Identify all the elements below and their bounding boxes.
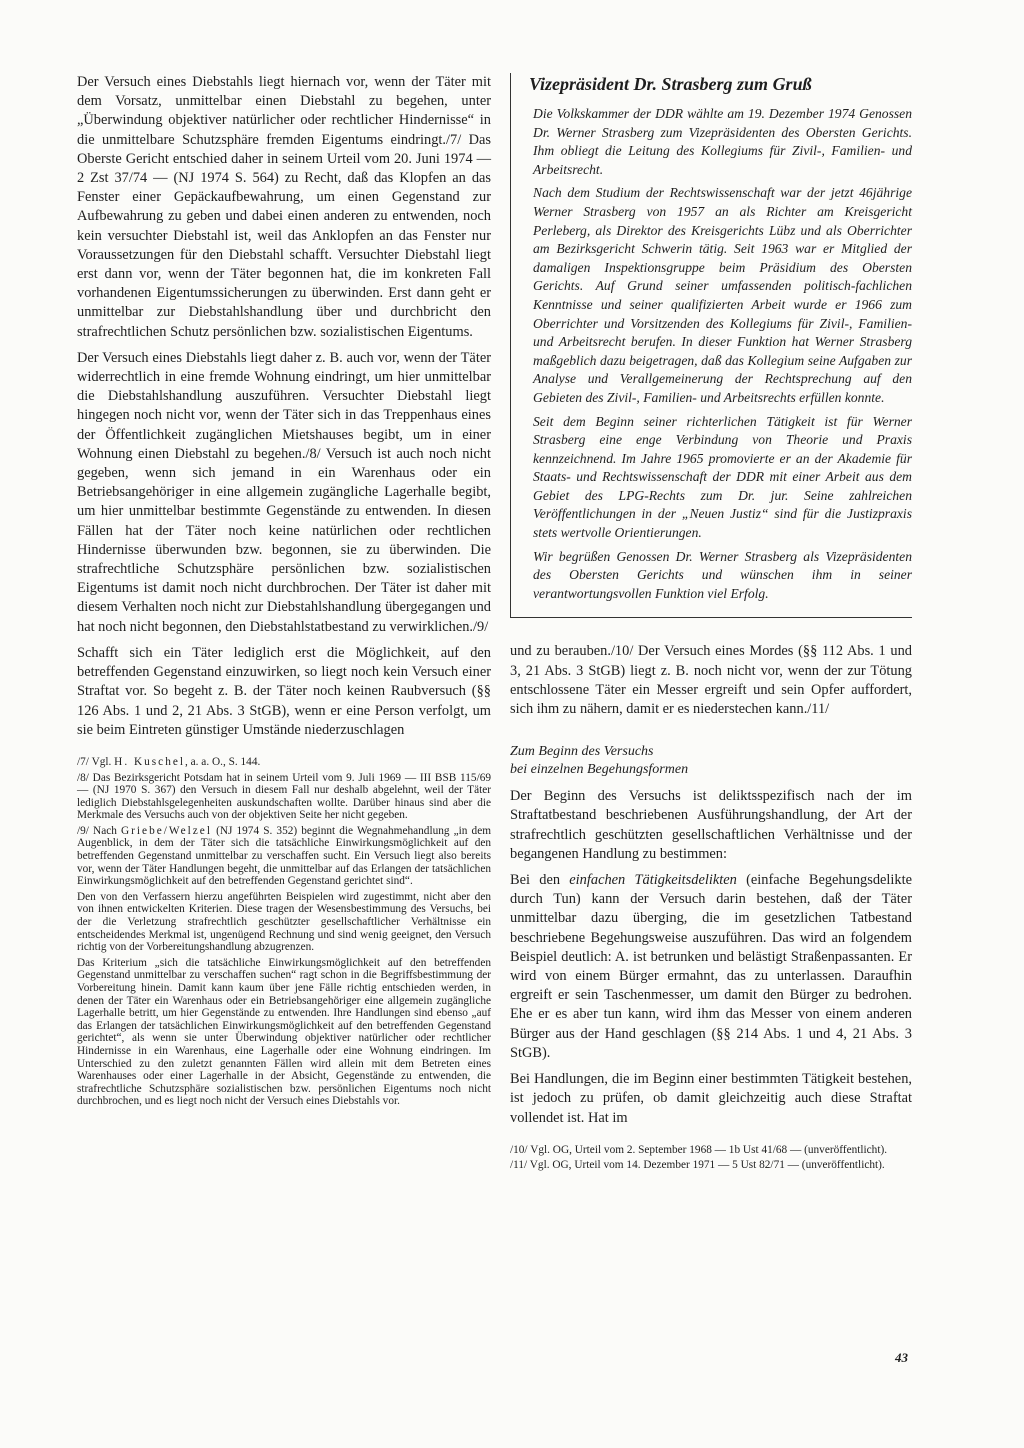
body-paragraph: Der Versuch eines Diebstahls liegt hiernach vor, wenn der Täter mit dem Vorsatz, unmittelbar einen Diebstahl zu begehen, unter „Überwindung objektiver natürlicher oder rechtlicher Hindernisse“ in die unmittelbare Schutzsphäre fremden Eigentums eindringt./7/ Das Oberste Gericht entschied daher in seinem Urteil vom 20. Juni 1974 — 2 Zst 37/74 — (NJ 1974 S. 564) zu Recht, daß das Klopfen an das Fenster einer Gepäckaufbewahrung, um einen Gegenstand zur Aufbewahrung zu geben und dabei einen anderen zu entwenden, noch kein versuchter Diebstahl ist, weil das Anklopfen an das Fenster nur Voraussetzungen für den Diebstahl schafft. Versuchter Diebstahl liegt erst dann vor, wenn der Täter begonnen hat, die im konkreten Fall vorhandenen Eigentumssicherungen zu überwinden. Erst dann geht er unmittelbar zur Diebstahlshandlung über und durchbricht den strafrechtlichen Schutz persönlichen bzw. sozialistischen Eigentums. (77, 74, 491, 340)
footnote-9-continued: Den von den Verfassern hierzu angeführten Beispielen wird zugestimmt, nicht aber den von ihnen entwickelten Kriterien. Diese tragen der Wesensbestimmung des Versuchs, bei der die Verletzung strafrechtlich geschützter gesellschaftlicher Verhältnisse ein entscheidendes Merkmal ist, ungenügend Rechnung und sind wenig geeignet, den Versuch richtig von der Vorbereitungshandlung abzugrenzen. (77, 890, 491, 954)
announcement-paragraph: Nach dem Studium der Rechtswissenschaft war der jetzt 46jährige Werner Strasberg von 1957 an als Richter am Kreisgericht Perleberg, als Direktor des Kreisgerichts Lübz und als Oberrichter am Bezirksgericht Schwerin tätig. Seit 1963 war er Mitglied der damaligen Inspektionsgruppe beim Präsidium des Obersten Gerichts. Auf Grund seiner umfassenden politisch-fachlichen Kenntnisse und seiner qualifizierten Arbeit wurde er 1966 zum Oberrichter und Vorsitzenden des Kollegiums für Zivil-, Familien- und Arbeitsrecht berufen. In dieser Funktion hat Werner Strasberg maßgeblich dazu beigetragen, daß das Kollegium seine Aufgaben zur Analyse und Verallgemeinerung der Rechtsprechung auf den Gebieten des Zivil-, Familien- und Arbeitsrechts erfüllen konnte. (533, 185, 912, 405)
body-paragraph: und zu berauben./10/ Der Versuch eines Mordes (§§ 112 Abs. 1 und 3, 21 Abs. 3 StGB) liegt z. B. noch nicht vor, wenn der zur Tötung entschlossene Täter ein Messer ergreift und sein Opfer auffordert, sich ihm zu nähern, damit er es niederstechen kann./11/ (510, 643, 912, 718)
footnote-11: /11/ Vgl. OG, Urteil vom 14. Dezember 1971 — 5 Ust 82/71 — (unveröffentlicht). (510, 1159, 885, 1172)
footnote-9: /9/ Nach Griebe/Welzel (NJ 1974 S. 352) beginnt die Wegnahmehandlung „in dem Augenblick, in dem der Täter sich die tatsächliche Einwirkungsmöglichkeit auf den betreffenden Gegenstand unmittelbar zu verschaffen sucht. Ein Versuch liegt also bereits vor, wenn der Täter Handlungen begeht, die unmittelbar auf das Erlangen der tatsächlichen Einwirkungsmöglichkeit auf den betreffenden Gegenstand gerichtet sind“. (77, 824, 491, 888)
body-paragraph: Bei Handlungen, die im Beginn einer bestimmten Tätigkeit bestehen, ist jedoch zu prüfen, ob damit gleichzeitig auch diese Straftat vollendet ist. Hat im (510, 1071, 912, 1126)
footnote-8: /8/ Das Bezirksgericht Potsdam hat in seinem Urteil vom 9. Juli 1969 — III BSB 115/69 — (NJ 1970 S. 367) den Versuch in diesem Fall nur deshalb abgelehnt, weil der Täter lediglich Diebstahlsgelegenheiten auskundschaften wollte. Darüber hinaus sind aber die Merkmale des Versuchs auch von der objektiven Seite her nicht gegeben. (77, 771, 491, 822)
footnote-9-continued: Das Kriterium „sich die tatsächliche Einwirkungsmöglichkeit auf den betreffenden Gegenstand unmittelbar zu verschaffen suchen“ ragt schon in die Begriffsbestimmung der Vorbereitung hinein. Damit kann kaum über jene Fälle richtig entschieden werden, in denen der Täter ein Warenhaus oder ein Betriebsangehöriger eine allgemein zugängliche Lagerhalle betritt, um hier Gegenstände zu entwenden. Ihre Handlungen sind ebenso „auf das Erlangen der tatsächlichen Einwirkungsmöglichkeit auf den betreffenden Gegenstand gerichtet“, als wenn sie unter Überwindung objektiver natürlicher oder rechtlicher Hindernisse in ein Warenhaus, eine Lagerhalle oder eine Wohnung eindringen. Im Unterschied zu den zuletzt genannten Fällen wird allein mit dem Betreten eines Warenhauses oder einer Lagerhalle in der Absicht, Gegenstände zu entwenden, die strafrechtliche Schutzsphäre sozialistischen bzw. persönlichen Eigentums noch nicht durchbrochen, und es liegt noch nicht der Versuch eines Diebstahls vor. (77, 956, 491, 1108)
body-paragraph: Schafft sich ein Täter lediglich erst die Möglichkeit, auf den betreffenden Gegenstand einzuwirken, so liegt noch kein Versuch einer Straftat vor. So begeht z. B. der Täter noch keinen Raubversuch (§§ 126 Abs. 1 und 2, 21 Abs. 3 StGB), wenn er eine Person verfolgt, um sie beim Eintreten günstiger Umstände niederzuschlagen (77, 644, 491, 738)
right-column (510, 73, 912, 1172)
announcement-paragraph: Die Volkskammer der DDR wählte am 19. Dezember 1974 Genossen Dr. Werner Strasberg zum Vizepräsidenten des Obersten Gerichts. Ihm obliegt die Leitung des Kollegiums für Zivil-, Familien- und Arbeitsrecht. (533, 106, 912, 177)
body-paragraph: Der Versuch eines Diebstahls liegt daher z. B. auch vor, wenn der Täter widerrechtlich in eine fremde Wohnung eindringt, um hier unmittelbar die Diebstahlshandlung auszuführen. Versuchter Diebstahl liegt hingegen noch nicht vor, wenn der Täter sich in das Treppenhaus eines der Öffentlichkeit zugänglichen Mietshauses begibt, um in einer Wohnung einen Diebstahl zu begehen./8/ Versuch ist auch noch nicht gegeben, wenn sich jemand in ein Warenhaus oder ein Betriebsangehöriger in eine allgemein zugängliche Lagerhalle begibt, um hier unmittelbar bestimmte Gegenstände zu entwenden. In diesen Fällen hat der Täter noch keine natürlichen oder rechtlichen Hindernisse überwunden bzw. begonnen, sie zu überwinden. Die strafrechtliche Schutzsphäre persönlichen bzw. sozialistischen Eigentums ist damit noch nicht durchbrochen. Der Täter ist daher mit diesem Verhalten noch nicht zur Diebstahlshandlung übergegangen und hat noch nicht begonnen, den Diebstahlstatbestand zu verwirklichen./9/ (77, 349, 491, 635)
footnote-7: /7/ Vgl. H. Kuschel, a. a. O., S. 144. (77, 755, 261, 768)
emphasis: einfachen Tätigkeitsdelikten (569, 872, 737, 889)
page-number: 43 (895, 1350, 908, 1365)
announcement-paragraph: Seit dem Beginn seiner richterlichen Tätigkeit ist für Werner Strasberg eine enge Verbindung von Theorie und Praxis kennzeichnend. Im Jahre 1965 promovierte er an der Akademie für Staats- und Rechtswissenschaft der DDR mit einer Arbeit aus dem Gebiet des LPG-Rechts zum Dr. jur. Seine zahlreichen Veröffentlichungen in der „Neuen Justiz“ sind für die Justizpraxis stets wertvolle Orientierungen. (533, 413, 912, 541)
section-heading: Zum Beginn des Versuchs bei einzelnen Begehungsformen (510, 744, 689, 778)
body-paragraph: Der Beginn des Versuchs ist deliktsspezifisch nach der im Straftatbestand beschriebenen Ausführungshandlung, der Art der strafrechtlich geschützten gesellschaftlichen Verhältnisse und der begangenen Handlung zu bestimmen: (510, 788, 912, 862)
footnote-author: Griebe/Welzel (121, 824, 212, 837)
right-body (510, 642, 912, 1171)
left-column (77, 73, 491, 1108)
footnote-10: /10/ Vgl. OG, Urteil vom 2. September 1968 — 1b Ust 41/68 — (unveröffentlicht). (510, 1143, 888, 1156)
footnote-author: H. Kuschel (114, 755, 185, 768)
announcement-box (510, 73, 912, 618)
body-paragraph: Bei den einfachen Tätigkeitsdelikten (einfache Begehungsdelikte durch Tun) kann der Versuch darin bestehen, daß der Täter unmittelbar dazu überging, die im gesetzlichen Tatbestand beschriebene Begehungsweise auszuführen. Das wird an folgendem Beispiel deutlich: A. ist betrunken und belästigt Straßenpassanten. Er wird von einem Bürger ermahnt, das zu unterlassen. Daraufhin ergreift er sein Taschenmesser, um damit den Bürger zu bedrohen. Ehe er es aber tun kann, wird ihm das Messer von einem anderen Bürger aus der Hand geschlagen (§§ 214 Abs. 1 und 4, 21 Abs. 3 StGB). (510, 872, 912, 1061)
announcement-title: Vizepräsident Dr. Strasberg zum Gruß (529, 74, 812, 94)
announcement-paragraph: Wir begrüßen Genossen Dr. Werner Strasberg als Vizepräsidenten des Obersten Gerichts und wünschen ihm in seiner verantwortungsvollen Funktion viel Erfolg. (533, 548, 912, 601)
